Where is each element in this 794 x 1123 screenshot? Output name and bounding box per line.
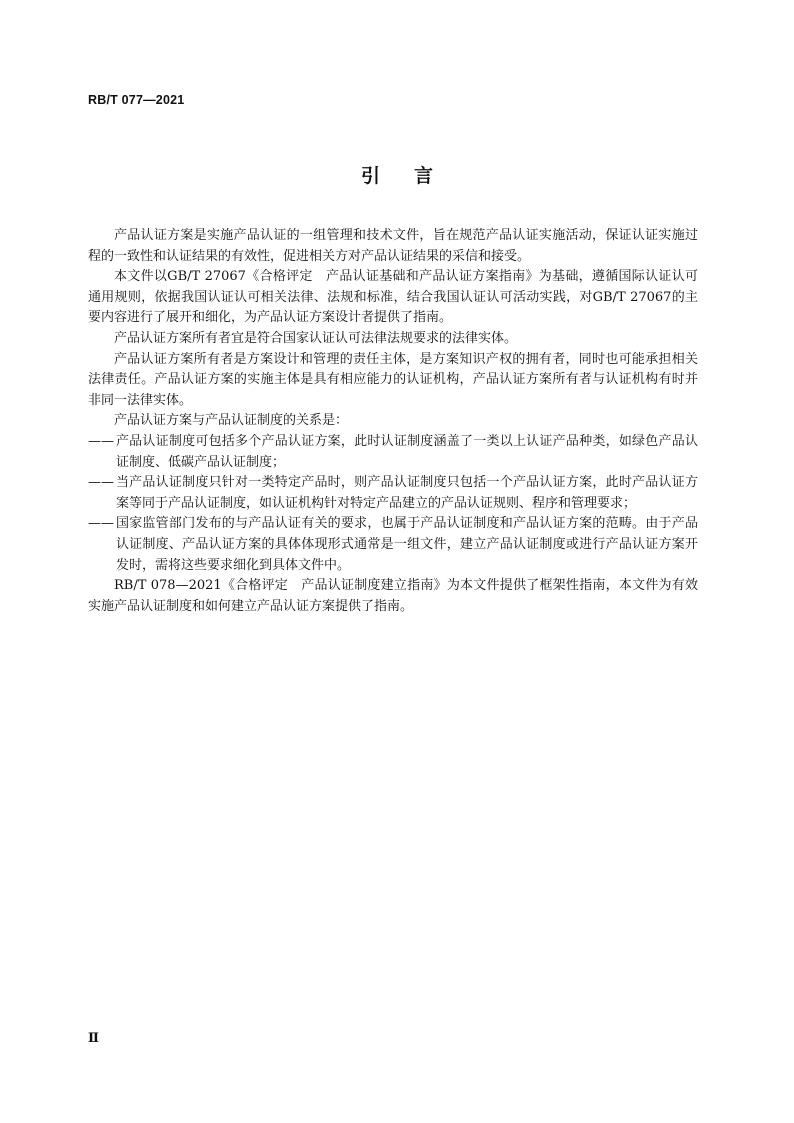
list-item-text: 国家监管部门发布的与产品认证有关的要求，也属于产品认证制度和产品认证方案的范畴。由于产品认证制度、产品认证方案的具体体现形式通常是一组文件，建立产品认证制度或进行产品认证方案开发时，需将这些要求细化到具体文件中。 <box>115 516 698 573</box>
paragraph-purpose: 产品认证方案是实施产品认证的一组管理和技术文件，旨在规范产品认证实施活动，保证认证实施过程的一致性和认证结果的有效性，促进相关方对产品认证结果的采信和接受。 <box>88 228 698 264</box>
paragraph-owner-responsibility: 产品认证方案所有者是方案设计和管理的责任主体，是方案知识产权的拥有者，同时也可能承担相关法律责任。产品认证方案的实施主体是具有相应能力的认证机构，产品认证方案所有者与认证机构有时并非同一法律实体。 <box>88 351 698 408</box>
paragraph-relationship-intro: 产品认证方案与产品认证制度的关系是： <box>114 413 349 429</box>
standard-code: RB/T 077—2021 <box>88 93 185 107</box>
list-dash: —— <box>88 433 114 449</box>
paragraph-closing: RB/T 078—2021《合格评定 产品认证制度建立指南》为本文件提供了框架性指南，本文件为有效实施产品认证制度和如何建立产品认证方案提供了指南。 <box>88 578 698 614</box>
paragraph-owner-entity: 产品认证方案所有者宜是符合国家认证认可法律法规要求的法律实体。 <box>114 330 518 346</box>
list-item <box>88 514 698 576</box>
page-number: Ⅱ <box>88 1030 99 1045</box>
list-item <box>88 432 698 473</box>
list-dash: —— <box>88 475 114 491</box>
list-dash: —— <box>88 516 114 532</box>
paragraph-basis: 本文件以GB/T 27067《合格评定 产品认证基础和产品认证方案指南》为基础，遵循国际认证认可通用规则，依据我国认证认可相关法律、法规和标准，结合我国认证认可活动实践，对GB/T 27067的主要内容进行了展开和细化，为产品认证方案设计者提供了指南。 <box>88 269 698 326</box>
list-item <box>88 473 698 514</box>
list-item-text: 当产品认证制度只针对一类特定产品时，则产品认证制度只包括一个产品认证方案，此时产品认证方案等同于产品认证制度，如认证机构针对特定产品建立的产品认证规则、程序和管理要求； <box>115 475 698 511</box>
page-title: 引言 <box>360 165 467 187</box>
list-item-text: 产品认证制度可包括多个产品认证方案，此时认证制度涵盖了一类以上认证产品种类，如绿色产品认证制度、低碳产品认证制度； <box>115 433 698 470</box>
introduction-body <box>88 226 698 617</box>
